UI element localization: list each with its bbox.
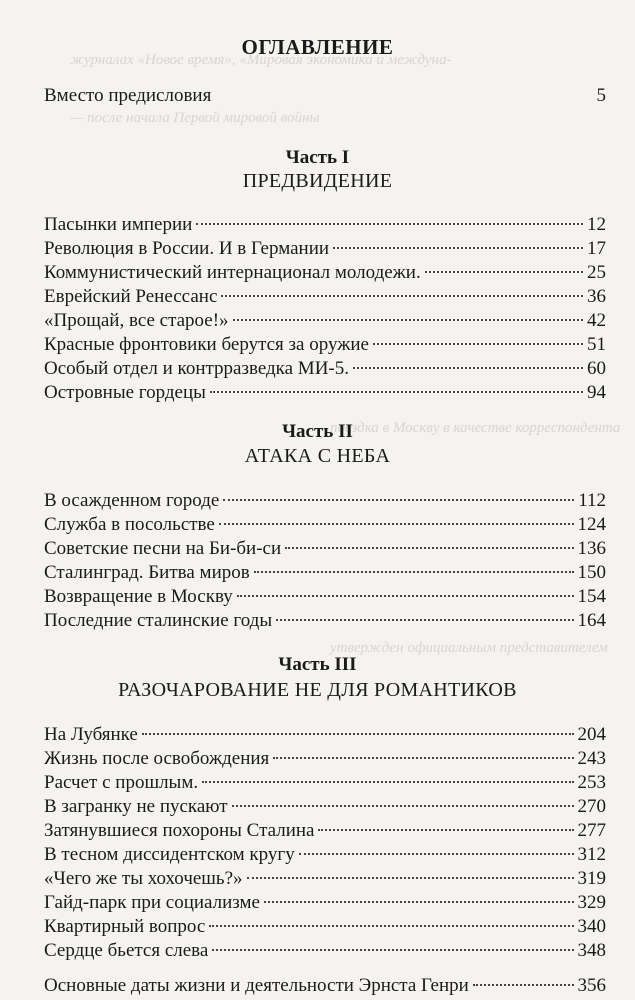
toc-entry-label: Сталинград. Битва миров: [44, 562, 250, 583]
toc-entry-label: Вместо предисловия: [44, 85, 212, 106]
bleed-through-text: — после начала Первой мировой войны: [70, 110, 320, 126]
toc-entry-label: Служба в посольстве: [44, 514, 215, 535]
leader-dots: [223, 499, 574, 501]
toc-entry-label: Сердце бьется слева: [44, 940, 209, 961]
toc-entry[interactable]: [44, 843, 606, 867]
toc-entry-intro[interactable]: [44, 84, 606, 108]
leader-dots: [373, 343, 583, 345]
toc-entry-label: Революция в России. И в Германии: [44, 238, 330, 259]
toc-entry[interactable]: [44, 381, 606, 405]
part-2-title: АТАКА С НЕБА: [244, 445, 391, 467]
toc-entry-page: 277: [577, 820, 606, 841]
toc-entry-page: 329: [577, 892, 606, 913]
part-3-label: Часть III: [278, 654, 357, 675]
toc-entry-page: 25: [587, 262, 606, 283]
toc-entry[interactable]: [44, 585, 606, 609]
part-1-title: ПРЕДВИДЕНИЕ: [242, 170, 393, 192]
leader-dots: [318, 829, 573, 831]
toc-entry-page: 154: [577, 586, 606, 607]
toc-entry-label: «Чего же ты хохочешь?»: [44, 868, 243, 889]
toc-entry-page: 42: [587, 310, 606, 331]
toc-entry[interactable]: [44, 489, 606, 513]
bleed-through-text: утвержден официальным представителем: [330, 640, 608, 656]
leader-dots: [353, 367, 583, 369]
toc-entry-closing[interactable]: [44, 974, 606, 998]
toc-entry[interactable]: [44, 867, 606, 891]
toc-entry[interactable]: [44, 795, 606, 819]
toc-entry-label: Красные фронтовики берутся за оружие: [44, 334, 369, 355]
leader-dots: [232, 805, 574, 807]
toc-entry-page: 253: [577, 772, 606, 793]
leader-dots: [233, 319, 583, 321]
toc-entry-label: Квартирный вопрос: [44, 916, 206, 937]
leader-dots: [221, 295, 583, 297]
toc-entry-label: В осажденном городе: [44, 490, 220, 511]
toc-entry[interactable]: [44, 891, 606, 915]
toc-entry[interactable]: [44, 537, 606, 561]
leader-dots: [202, 781, 573, 783]
toc-entry-label: Затянувшиеся похороны Сталина: [44, 820, 315, 841]
toc-entry-page: 51: [587, 334, 606, 355]
toc-entry-label: Возвращение в Москву: [44, 586, 233, 607]
leader-dots: [473, 984, 574, 986]
toc-entry-label: Последние сталинские годы: [44, 610, 273, 631]
leader-dots: [237, 595, 574, 597]
toc-entry-label: Советские песни на Би-би-си: [44, 538, 282, 559]
toc-entry-page: 17: [587, 238, 606, 259]
toc-entry-label: Расчет с прошлым.: [44, 772, 199, 793]
bleed-through-text: журналах «Новое время», «Мировая экономика и междуна-: [70, 52, 452, 68]
toc-entry-label: Гайд-парк при социализме: [44, 892, 260, 913]
toc-entry[interactable]: [44, 333, 606, 357]
toc-entry-label: Коммунистический интернационал молодежи.: [44, 262, 421, 283]
toc-entry-page: 348: [577, 940, 606, 961]
toc-entry-label: В тесном диссидентском кругу: [44, 844, 295, 865]
toc-entry-label: Жизнь после освобождения: [44, 748, 270, 769]
toc-entry[interactable]: [44, 285, 606, 309]
leader-dots: [285, 547, 573, 549]
toc-entry-label: «Прощай, все старое!»: [44, 310, 229, 331]
leader-dots: [219, 523, 574, 525]
toc-entry-page: 112: [578, 490, 606, 511]
toc-entry[interactable]: [44, 261, 606, 285]
toc-entry[interactable]: [44, 723, 606, 747]
toc-entry-page: 319: [577, 868, 606, 889]
part-1-label: Часть I: [285, 147, 350, 168]
leader-dots: [209, 925, 573, 927]
toc-entry-page: 36: [587, 286, 606, 307]
toc-entry-page: 94: [587, 382, 606, 403]
toc-entry[interactable]: [44, 915, 606, 939]
toc-entry-label: На Лубянке: [44, 724, 138, 745]
leader-dots: [254, 571, 574, 573]
toc-entry-page: 356: [577, 975, 606, 996]
page-title: ОГЛАВЛЕНИЕ: [241, 35, 394, 59]
toc-entry[interactable]: [44, 609, 606, 633]
toc-entry-label: Особый отдел и контрразведка МИ-5.: [44, 358, 349, 379]
toc-entry[interactable]: [44, 309, 606, 333]
leader-dots: [425, 271, 583, 273]
leader-dots: [247, 877, 574, 879]
toc-entry-page: 124: [577, 514, 606, 535]
toc-entry[interactable]: [44, 819, 606, 843]
toc-entry-page: 312: [577, 844, 606, 865]
leader-dots: [299, 853, 574, 855]
toc-entry-page: 60: [587, 358, 606, 379]
toc-entry[interactable]: [44, 747, 606, 771]
leader-dots: [333, 247, 583, 249]
toc-entry-page: 136: [577, 538, 606, 559]
toc-entry[interactable]: [44, 357, 606, 381]
toc-entry-page: 150: [577, 562, 606, 583]
leader-dots: [212, 949, 573, 951]
toc-entry[interactable]: [44, 771, 606, 795]
toc-entry-page: 164: [577, 610, 606, 631]
toc-entry-label: Пасынки империи: [44, 214, 193, 235]
part-3-title: РАЗОЧАРОВАНИЕ НЕ ДЛЯ РОМАНТИКОВ: [118, 679, 517, 701]
leader-dots: [276, 619, 573, 621]
leader-dots: [196, 223, 583, 225]
toc-entry-label: Основные даты жизни и деятельности Эрнста Генри: [44, 975, 469, 996]
toc-entry[interactable]: [44, 561, 606, 585]
toc-entry-page: 243: [577, 748, 606, 769]
toc-entry-page: 5: [596, 85, 606, 106]
toc-entry-label: Еврейский Ренессанс: [44, 286, 218, 307]
toc-entry[interactable]: [44, 237, 606, 261]
toc-entry[interactable]: [44, 213, 606, 237]
bleed-through-text: поездка в Москву в качестве корреспондента: [330, 420, 621, 436]
toc-entry-page: 12: [587, 214, 606, 235]
leader-dots: [273, 757, 573, 759]
leader-dots: [264, 901, 574, 903]
toc-entry-label: В загранку не пускают: [44, 796, 228, 817]
toc-entry[interactable]: [44, 939, 606, 963]
toc-entry-page: 204: [577, 724, 606, 745]
toc-entry-label: Островные гордецы: [44, 382, 206, 403]
leader-dots: [142, 733, 574, 735]
toc-entry[interactable]: [44, 513, 606, 537]
toc-entry-page: 270: [577, 796, 606, 817]
toc-entry-page: 340: [577, 916, 606, 937]
leader-dots: [210, 391, 583, 393]
part-2-label: Часть II: [282, 421, 353, 442]
